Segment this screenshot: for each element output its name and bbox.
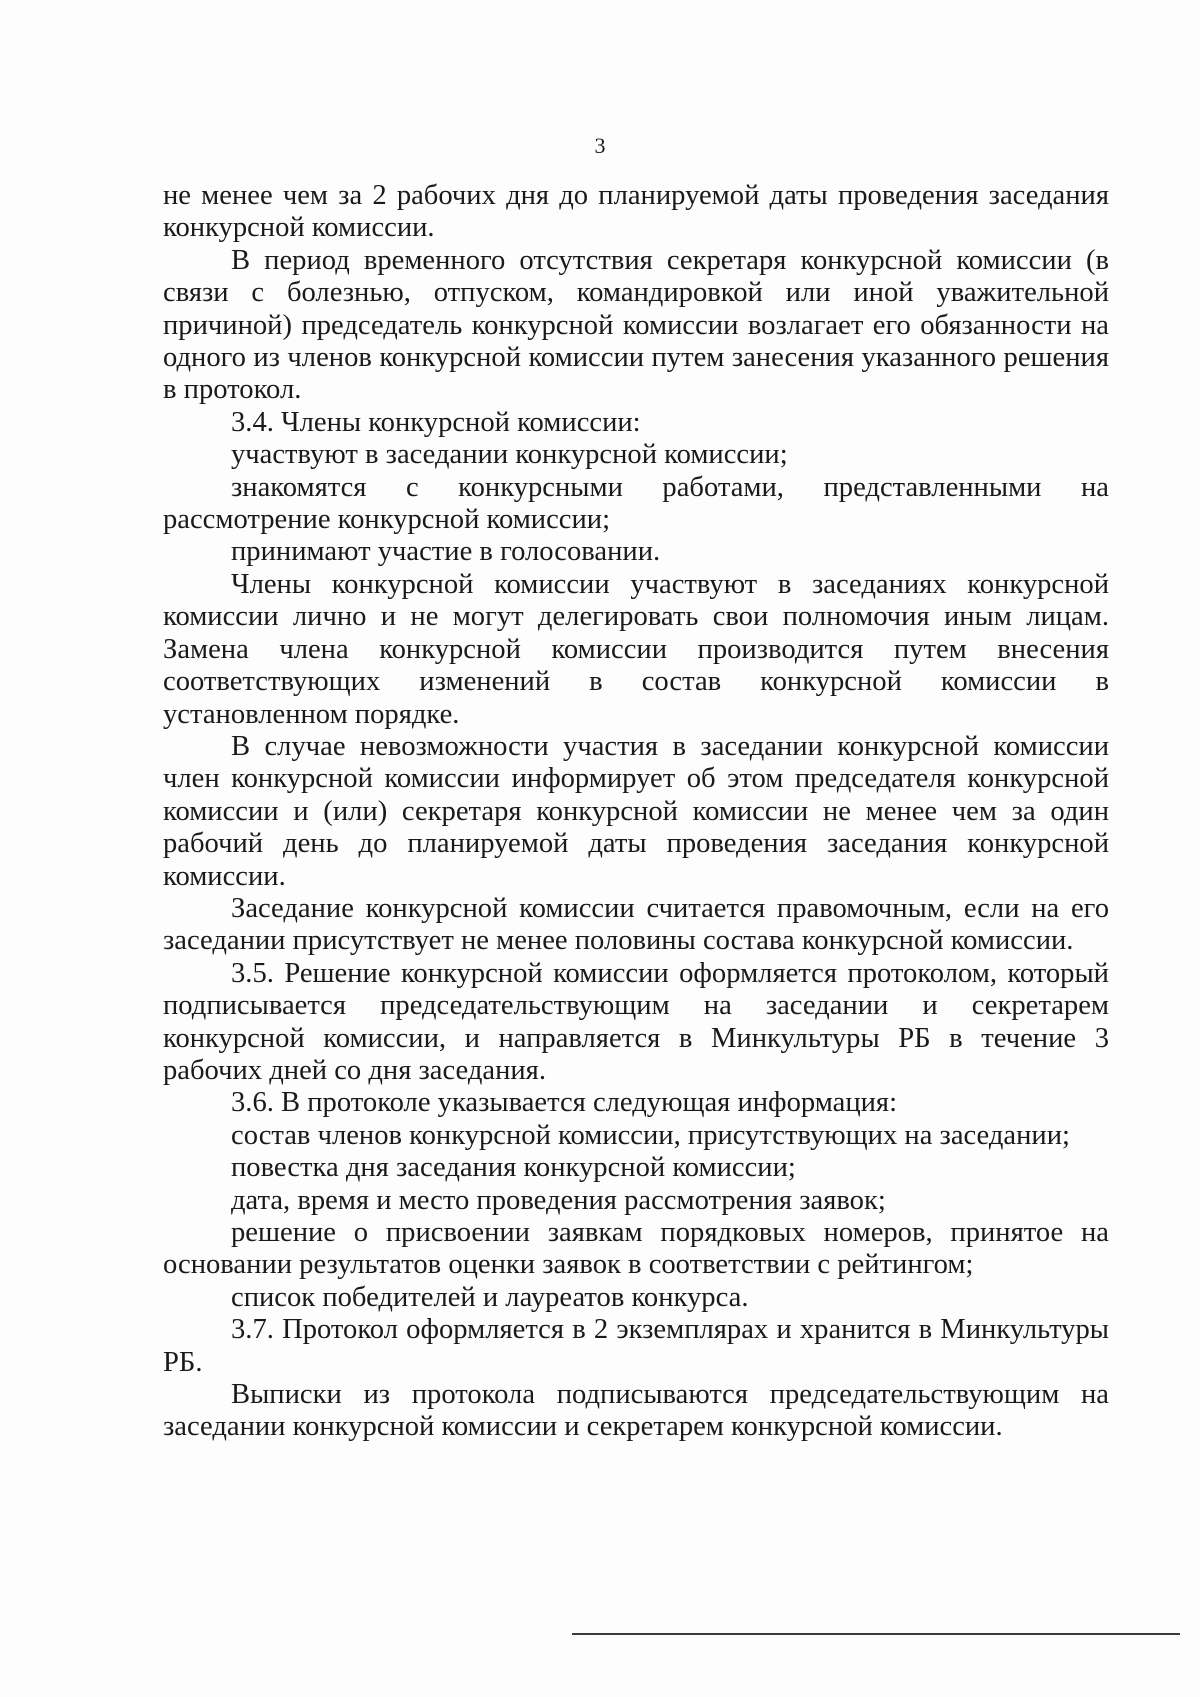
list-item-date-time-place: дата, время и место проведения рассмотрения заявок; (231, 1184, 886, 1216)
list-item-participate: участвуют в заседании конкурсной комиссии; (231, 439, 788, 471)
paragraph-personal-participation: Члены конкурсной комиссии участвуют в заседаниях конкурсной комиссии лично и не могут делегировать свои полномочия иным лицам. Замена члена конкурсной комиссии производится путем внесения соответствующих изменений в состав конкурсной комиссии в установленном порядке. (163, 568, 1109, 730)
paragraph-extracts: Выписки из протокола подписываются председательствующим на заседании конкурсной комиссии и секретарем конкурсной комиссии. (163, 1379, 1109, 1443)
paragraph-section-3-5: 3.5. Решение конкурсной комиссии оформляется протоколом, который подписывается председательствующим на заседании и секретарем конкурсной комиссии, и направляется в Минкультуры РБ в течение 3 рабочих дней со дня заседания. (163, 957, 1109, 1086)
footer-divider (572, 1633, 1180, 1635)
list-item-voting: принимают участие в голосовании. (231, 536, 661, 568)
paragraph-continuation: не менее чем за 2 рабочих дня до планируемой даты проведения заседания конкурсной комиссии. (163, 180, 1109, 244)
paragraph-secretary-absence: В период временного отсутствия секретаря конкурсной комиссии (в связи с болезнью, отпуском, командировкой или иной уважительной причиной) председатель конкурсной комиссии возлагает его обязанности на одного из членов конкурсной комиссии путем занесения указанного решения в протокол. (163, 244, 1109, 406)
paragraph-quorum: Заседание конкурсной комиссии считается правомочным, если на его заседании присутствует не менее половины состава конкурсной комиссии. (163, 892, 1109, 957)
paragraph-section-3-7: 3.7. Протокол оформляется в 2 экземплярах и хранится в Минкультуры РБ. (163, 1314, 1109, 1378)
paragraph-inability-to-attend: В случае невозможности участия в заседании конкурсной комиссии член конкурсной комиссии информирует об этом председателя конкурсной комиссии и (или) секретаря конкурсной комиссии не менее чем за один рабочий день до планируемой даты проведения заседания конкурсной комиссии. (163, 730, 1109, 892)
paragraph-section-3-4: 3.4. Члены конкурсной комиссии: (231, 406, 641, 438)
list-item-review-works: знакомятся с конкурсными работами, представленными на рассмотрение конкурсной комиссии; (163, 471, 1109, 536)
document-body (163, 180, 1109, 1444)
list-item-agenda: повестка дня заседания конкурсной комиссии; (231, 1152, 796, 1184)
list-item-numbering-decision: решение о присвоении заявкам порядковых номеров, принятое на основании результатов оценки заявок в соответствии с рейтингом; (163, 1217, 1109, 1281)
list-item-members-present: состав членов конкурсной комиссии, присутствующих на заседании; (231, 1119, 1070, 1151)
list-item-winners: список победителей и лауреатов конкурса. (231, 1281, 749, 1313)
paragraph-section-3-6: 3.6. В протоколе указывается следующая информация: (231, 1087, 898, 1119)
page-number: 3 (594, 133, 606, 158)
